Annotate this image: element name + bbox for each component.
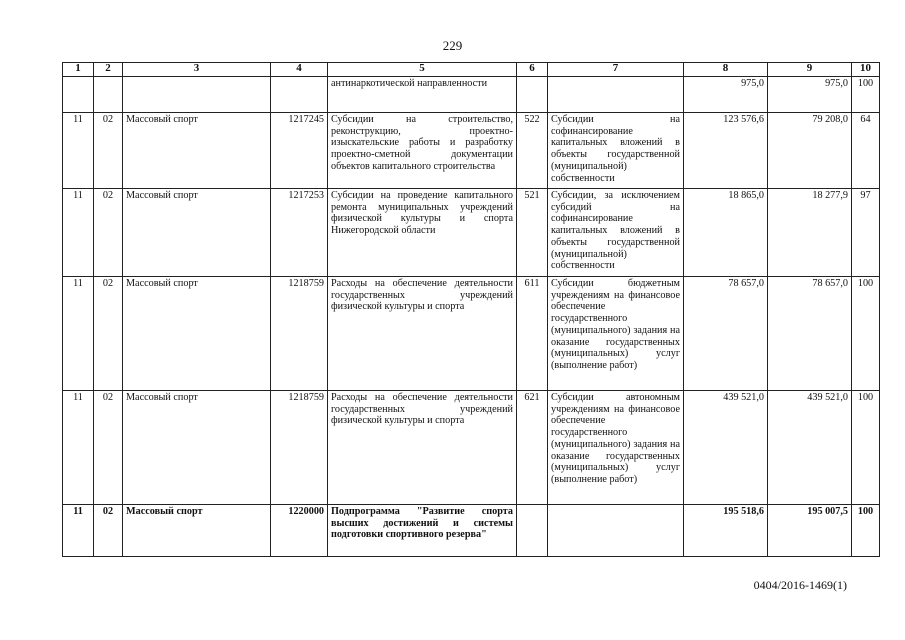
cell-target-name: Расходы на обеспечение деятельности государственных учреждений физической культуры и спорта [328, 391, 517, 505]
cell-target-code: 1218759 [271, 277, 328, 391]
col-header-7: 7 [548, 63, 684, 77]
table-row [63, 77, 880, 113]
table-row [63, 189, 880, 277]
cell-planned: 975,0 [684, 77, 768, 113]
cell-section: 11 [63, 391, 94, 505]
cell-percent: 100 [852, 391, 880, 505]
page-number: 229 [442, 38, 463, 53]
budget-table [62, 62, 880, 557]
document-code: 0404/2016-1469(1) [753, 578, 847, 592]
cell-actual: 975,0 [768, 77, 852, 113]
col-header-5: 5 [328, 63, 517, 77]
cell-expense-name: Субсидии автономным учреждениям на финансовое обеспечение государственного (муниципального) задания на оказание государственных (муниципальных) услуг (выполнение работ) [548, 391, 684, 505]
cell-section-name: Массовый спорт [123, 391, 271, 505]
cell-subsection: 02 [94, 113, 123, 189]
cell-percent: 100 [852, 77, 880, 113]
cell-section [63, 77, 94, 113]
cell-percent: 100 [852, 277, 880, 391]
col-header-6: 6 [517, 63, 548, 77]
cell-expense-code: 521 [517, 189, 548, 277]
cell-section: 11 [63, 113, 94, 189]
cell-target-code: 1218759 [271, 391, 328, 505]
table-row [63, 277, 880, 391]
cell-expense-code: 522 [517, 113, 548, 189]
cell-expense-name: Субсидии на софинансирование капитальных вложений в объекты государственной (муниципальной) собственности [548, 113, 684, 189]
cell-subsection: 02 [94, 505, 123, 557]
cell-expense-code [517, 505, 548, 557]
cell-target-name: Подпрограмма "Развитие спорта высших достижений и системы подготовки спортивного резерва" [328, 505, 517, 557]
cell-percent: 64 [852, 113, 880, 189]
cell-target-code: 1220000 [271, 505, 328, 557]
header-row [63, 63, 880, 77]
cell-expense-code: 611 [517, 277, 548, 391]
cell-target-name: Расходы на обеспечение деятельности государственных учреждений физической культуры и спорта [328, 277, 517, 391]
cell-planned: 123 576,6 [684, 113, 768, 189]
cell-section: 11 [63, 277, 94, 391]
cell-section-name: Массовый спорт [123, 189, 271, 277]
cell-subsection: 02 [94, 277, 123, 391]
cell-actual: 195 007,5 [768, 505, 852, 557]
cell-target-code: 1217245 [271, 113, 328, 189]
table-row-subtotal [63, 505, 880, 557]
cell-target-name: антинаркотической направленности [328, 77, 517, 113]
cell-subsection: 02 [94, 189, 123, 277]
cell-planned: 195 518,6 [684, 505, 768, 557]
cell-actual: 18 277,9 [768, 189, 852, 277]
cell-section: 11 [63, 189, 94, 277]
cell-percent: 97 [852, 189, 880, 277]
cell-planned: 78 657,0 [684, 277, 768, 391]
cell-actual: 78 657,0 [768, 277, 852, 391]
col-header-9: 9 [768, 63, 852, 77]
cell-actual: 79 208,0 [768, 113, 852, 189]
cell-section: 11 [63, 505, 94, 557]
cell-expense-code: 621 [517, 391, 548, 505]
col-header-8: 8 [684, 63, 768, 77]
cell-target-name: Субсидии на проведение капитального ремонта муниципальных учреждений физической культуры и спорта Нижегородской области [328, 189, 517, 277]
cell-section-name [123, 77, 271, 113]
cell-expense-name: Субсидии бюджетным учреждениям на финансовое обеспечение государственного (муниципального) задания на оказание государственных (муниципальных) услуг (выполнение работ) [548, 277, 684, 391]
cell-planned: 18 865,0 [684, 189, 768, 277]
cell-section-name: Массовый спорт [123, 113, 271, 189]
table-row [63, 391, 880, 505]
cell-section-name: Массовый спорт [123, 277, 271, 391]
cell-planned: 439 521,0 [684, 391, 768, 505]
cell-subsection: 02 [94, 391, 123, 505]
cell-expense-name [548, 77, 684, 113]
cell-percent: 100 [852, 505, 880, 557]
cell-expense-code [517, 77, 548, 113]
cell-target-code [271, 77, 328, 113]
col-header-10: 10 [852, 63, 880, 77]
cell-target-name: Субсидии на строительство, реконструкцию, проектно-изыскательские работы и разработку проектно-сметной документации объектов капитального строительства [328, 113, 517, 189]
cell-subsection [94, 77, 123, 113]
col-header-1: 1 [63, 63, 94, 77]
cell-actual: 439 521,0 [768, 391, 852, 505]
col-header-2: 2 [94, 63, 123, 77]
cell-expense-name [548, 505, 684, 557]
cell-expense-name: Субсидии, за исключением субсидий на софинансирование капитальных вложений в объекты государственной (муниципальной) собственности [548, 189, 684, 277]
col-header-3: 3 [123, 63, 271, 77]
cell-target-code: 1217253 [271, 189, 328, 277]
col-header-4: 4 [271, 63, 328, 77]
cell-section-name: Массовый спорт [123, 505, 271, 557]
table-row [63, 113, 880, 189]
